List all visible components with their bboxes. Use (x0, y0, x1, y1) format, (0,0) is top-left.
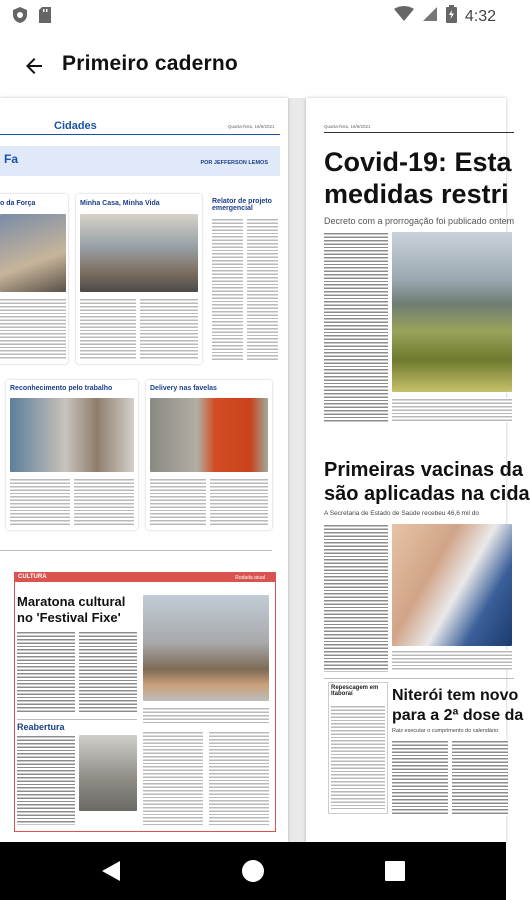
story-photo (80, 214, 198, 292)
culture-photo (143, 595, 269, 701)
headline-covid-line1: Covid-19: Esta (324, 147, 512, 177)
story-card-1[interactable] (0, 194, 68, 364)
nav-home-button[interactable] (238, 856, 268, 886)
culture-headline-line2: no 'Festival Fixe' (17, 610, 121, 625)
dek-covid: Decreto com a prorrogação foi publicado ontem (324, 216, 515, 226)
status-time: 4:32 (464, 7, 496, 25)
story-photo (0, 214, 66, 292)
byline: POR JEFFERSON LEMOS (200, 160, 268, 166)
page-date: Quarta-feira, 16/6/2021 (228, 124, 275, 129)
page-title: Primeiro caderno (62, 52, 238, 75)
newspaper-viewer[interactable] (0, 98, 530, 842)
story-title: o da Força (0, 200, 36, 207)
vaccine-vial-photo (392, 524, 512, 646)
story-photo (150, 398, 268, 472)
culture-tag: CULTURA (18, 574, 47, 580)
story-card-4[interactable] (6, 380, 138, 530)
culture-block[interactable] (14, 572, 276, 832)
back-button[interactable] (14, 46, 54, 86)
triangle-back-icon (100, 859, 122, 883)
culture-photo-2 (79, 735, 137, 811)
headline-covid-line2: medidas restri (324, 179, 509, 209)
story-3[interactable] (210, 194, 280, 364)
section-divider (0, 550, 272, 551)
sidebar-box[interactable] (328, 682, 388, 814)
section-title: Cidades (54, 120, 97, 132)
cellular-signal-icon (422, 6, 438, 27)
newspaper-page-left[interactable] (0, 98, 288, 842)
story-title: Delivery nas favelas (150, 385, 217, 392)
header-rule (0, 134, 280, 135)
rio-landscape-photo (392, 232, 512, 392)
headline-niteroi-line1: Niterói tem novo (392, 687, 519, 704)
page-date: Quarta-feira, 16/6/2021 (324, 124, 371, 129)
battery-icon (446, 5, 457, 28)
story-title: Reconhecimento pelo trabalho (10, 385, 113, 392)
newspaper-page-right[interactable] (306, 98, 530, 842)
story-title: Minha Casa, Minha Vida (80, 200, 160, 207)
headline-vaccine-line2: são aplicadas na cida (324, 483, 530, 505)
shield-notification-icon (12, 6, 28, 29)
culture-subhead: Reabertura (17, 722, 65, 732)
arrow-left-icon (22, 54, 46, 78)
app-bar (0, 32, 506, 98)
nav-recents-button[interactable] (380, 856, 410, 886)
circle-home-icon (241, 859, 265, 883)
wifi-icon (394, 6, 414, 27)
culture-tag-right: Rodada atual (235, 574, 265, 581)
status-bar (0, 0, 506, 32)
headline-vaccine-line1: Primeiras vacinas da (324, 459, 524, 481)
story-title: Relator de projeto emergencial (212, 198, 272, 212)
sidebar-title: Repescagem em Itaboraí (331, 685, 379, 697)
story-card-2[interactable] (76, 194, 202, 364)
story-photo (10, 398, 134, 472)
culture-headline-line1: Maratona cultural (17, 594, 126, 609)
dek-vaccine: A Secretaria de Estado de Saúde recebeu 46,6 mil do (324, 510, 480, 517)
story-card-5[interactable] (146, 380, 272, 530)
nav-back-button[interactable] (96, 856, 126, 886)
byline-banner: Fa POR JEFFERSON LEMOS (0, 146, 280, 176)
dek-niteroi: Raiz executar o cumprimento do calendário (392, 728, 499, 734)
system-navigation-bar (0, 842, 506, 900)
sd-card-icon (38, 6, 52, 29)
headline-niteroi-line2: para a 2ª dose da (392, 707, 524, 724)
square-recents-icon (384, 860, 406, 882)
